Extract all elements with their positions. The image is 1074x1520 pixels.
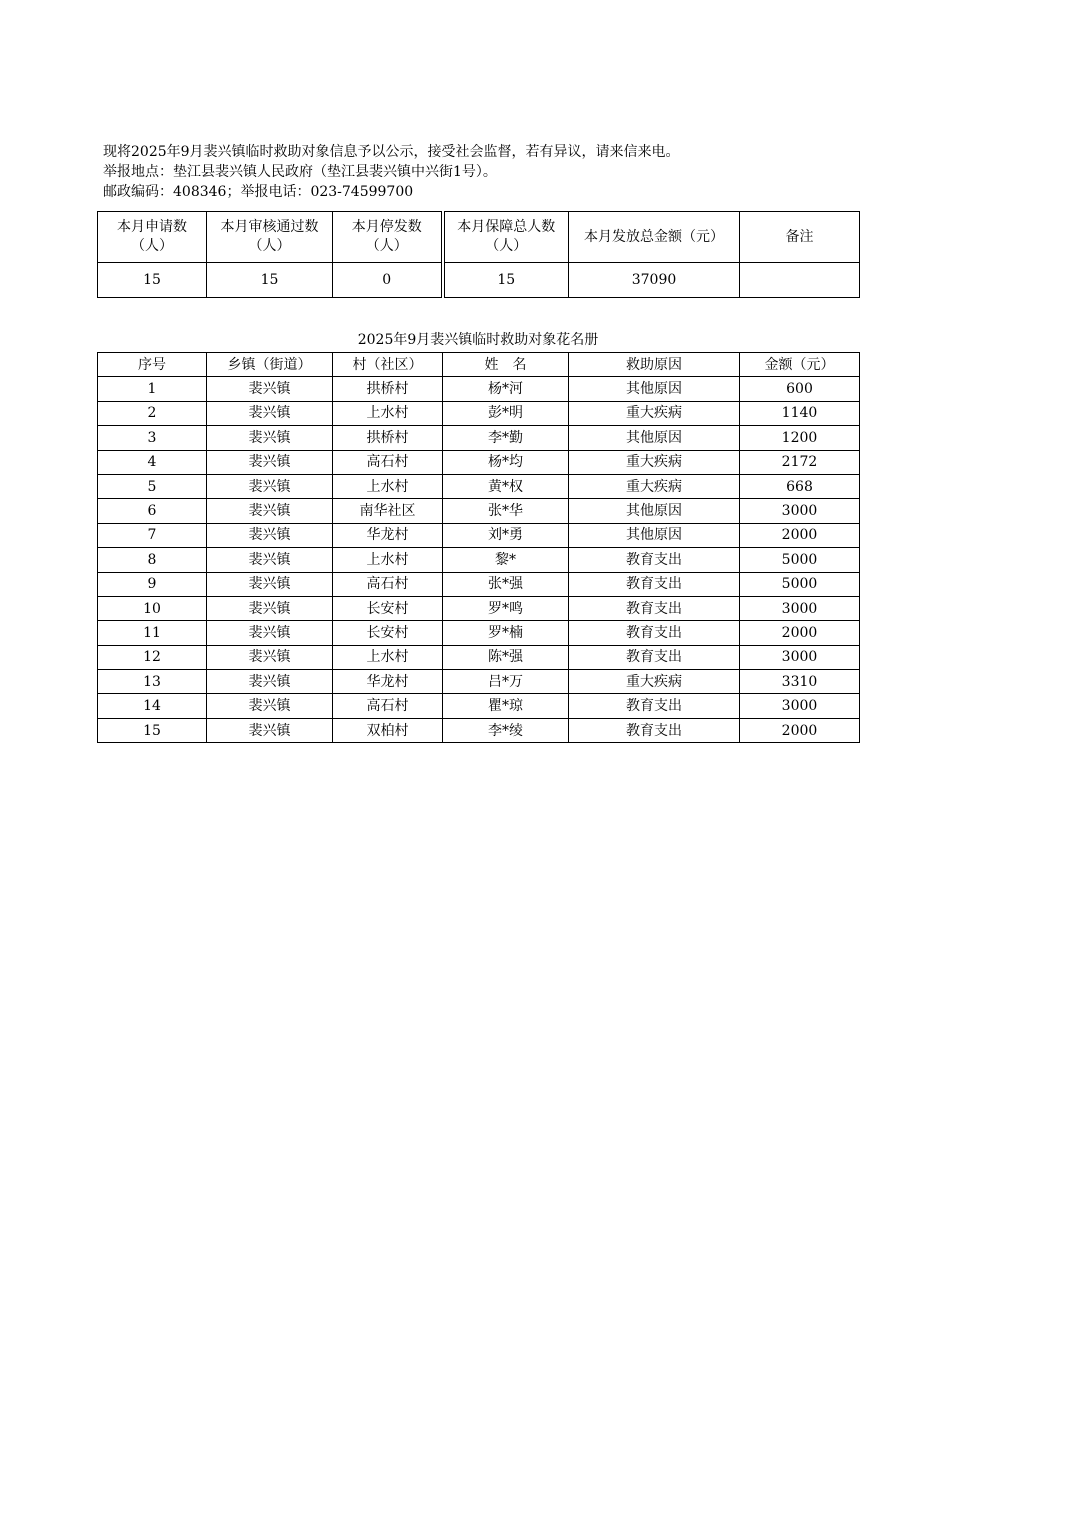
summary-value-cell: 15 (207, 263, 333, 298)
summary-table (97, 211, 860, 298)
table-cell: 裴兴镇 (207, 499, 333, 523)
table-cell: 裴兴镇 (207, 377, 333, 401)
roster-title: 2025年9月裴兴镇临时救助对象花名册 (357, 332, 599, 348)
summary-value-cell: 15 (98, 263, 207, 298)
table-cell: 裴兴镇 (207, 523, 333, 547)
table-cell: 李*勤 (443, 426, 569, 450)
table-cell: 拱桥村 (333, 377, 443, 401)
table-row (98, 718, 860, 742)
table-cell: 2 (98, 401, 207, 425)
table-row (98, 474, 860, 498)
notice-line-1: 现将2025年9月裴兴镇临时救助对象信息予以公示，接受社会监督，若有异议，请来信来电。 (103, 144, 680, 160)
summary-value-row (98, 263, 860, 298)
table-cell: 5000 (740, 548, 860, 572)
table-cell: 5 (98, 474, 207, 498)
table-cell: 7 (98, 523, 207, 547)
table-cell: 重大疾病 (569, 401, 740, 425)
table-row (98, 596, 860, 620)
table-cell: 3000 (740, 694, 860, 718)
table-cell: 1140 (740, 401, 860, 425)
table-cell: 1 (98, 377, 207, 401)
table-cell: 3000 (740, 645, 860, 669)
summary-header-cell: 本月停发数 （人） (333, 212, 443, 263)
table-cell: 教育支出 (569, 621, 740, 645)
table-cell: 12 (98, 645, 207, 669)
table-cell: 668 (740, 474, 860, 498)
table-cell: 2000 (740, 523, 860, 547)
table-cell: 15 (98, 718, 207, 742)
table-cell: 南华社区 (333, 499, 443, 523)
table-cell: 彭*明 (443, 401, 569, 425)
roster-body (98, 377, 860, 743)
table-cell: 杨*河 (443, 377, 569, 401)
table-cell: 3 (98, 426, 207, 450)
table-cell: 高石村 (333, 572, 443, 596)
roster-header-cell: 序号 (98, 353, 207, 377)
table-cell: 5000 (740, 572, 860, 596)
table-cell: 杨*均 (443, 450, 569, 474)
roster-header-row (98, 353, 860, 377)
table-cell: 教育支出 (569, 645, 740, 669)
table-cell: 黎* (443, 548, 569, 572)
table-cell: 裴兴镇 (207, 670, 333, 694)
table-row (98, 401, 860, 425)
table-cell: 高石村 (333, 694, 443, 718)
table-cell: 重大疾病 (569, 474, 740, 498)
table-cell: 14 (98, 694, 207, 718)
table-cell: 其他原因 (569, 499, 740, 523)
table-cell: 长安村 (333, 621, 443, 645)
table-row (98, 645, 860, 669)
summary-header-cell: 本月保障总人数 （人） (443, 212, 569, 263)
table-row (98, 426, 860, 450)
table-cell: 教育支出 (569, 596, 740, 620)
table-cell: 裴兴镇 (207, 426, 333, 450)
table-cell: 3310 (740, 670, 860, 694)
summary-value-cell: 37090 (569, 263, 740, 298)
table-row (98, 621, 860, 645)
table-cell: 罗*楠 (443, 621, 569, 645)
table-cell: 刘*勇 (443, 523, 569, 547)
table-row (98, 548, 860, 572)
table-cell: 2172 (740, 450, 860, 474)
table-cell: 裴兴镇 (207, 572, 333, 596)
table-cell: 罗*鸣 (443, 596, 569, 620)
table-cell: 13 (98, 670, 207, 694)
table-cell: 瞿*琼 (443, 694, 569, 718)
table-cell: 4 (98, 450, 207, 474)
table-cell: 教育支出 (569, 718, 740, 742)
table-row (98, 499, 860, 523)
table-cell: 10 (98, 596, 207, 620)
summary-value-cell: 0 (333, 263, 443, 298)
table-row (98, 523, 860, 547)
table-cell: 上水村 (333, 474, 443, 498)
table-cell: 拱桥村 (333, 426, 443, 450)
roster-header-cell: 救助原因 (569, 353, 740, 377)
table-cell: 上水村 (333, 401, 443, 425)
summary-header-row (98, 212, 860, 263)
roster-header-cell: 姓 名 (443, 353, 569, 377)
table-cell: 裴兴镇 (207, 694, 333, 718)
table-cell: 裴兴镇 (207, 718, 333, 742)
roster-header-cell: 金额（元） (740, 353, 860, 377)
roster-table (97, 352, 860, 743)
table-cell: 其他原因 (569, 523, 740, 547)
table-cell: 裴兴镇 (207, 645, 333, 669)
table-cell: 陈*强 (443, 645, 569, 669)
table-cell: 华龙村 (333, 523, 443, 547)
table-row (98, 694, 860, 718)
table-cell: 1200 (740, 426, 860, 450)
roster-header-cell: 乡镇（街道） (207, 353, 333, 377)
table-row (98, 670, 860, 694)
summary-header-cell: 本月审核通过数 （人） (207, 212, 333, 263)
table-cell: 600 (740, 377, 860, 401)
table-cell: 教育支出 (569, 572, 740, 596)
table-cell: 其他原因 (569, 377, 740, 401)
table-cell: 裴兴镇 (207, 621, 333, 645)
table-row (98, 450, 860, 474)
table-cell: 裴兴镇 (207, 474, 333, 498)
table-cell: 黄*权 (443, 474, 569, 498)
table-cell: 张*华 (443, 499, 569, 523)
table-cell: 双柏村 (333, 718, 443, 742)
table-row (98, 572, 860, 596)
notice-text (103, 142, 680, 202)
table-cell: 9 (98, 572, 207, 596)
table-cell: 6 (98, 499, 207, 523)
summary-header-cell: 本月发放总金额（元） (569, 212, 740, 263)
table-cell: 吕*万 (443, 670, 569, 694)
table-cell: 教育支出 (569, 694, 740, 718)
table-cell: 重大疾病 (569, 670, 740, 694)
table-cell: 上水村 (333, 548, 443, 572)
roster-header-cell: 村（社区） (333, 353, 443, 377)
notice-line-2: 举报地点：垫江县裴兴镇人民政府（垫江县裴兴镇中兴街1号）。 (103, 164, 497, 180)
table-cell: 裴兴镇 (207, 596, 333, 620)
table-row (98, 377, 860, 401)
table-cell: 裴兴镇 (207, 450, 333, 474)
table-cell: 华龙村 (333, 670, 443, 694)
table-cell: 2000 (740, 621, 860, 645)
table-cell: 3000 (740, 499, 860, 523)
table-cell: 2000 (740, 718, 860, 742)
table-cell: 张*强 (443, 572, 569, 596)
table-cell: 裴兴镇 (207, 548, 333, 572)
table-cell: 11 (98, 621, 207, 645)
summary-header-cell: 备注 (740, 212, 860, 263)
summary-value-cell: 15 (443, 263, 569, 298)
table-cell: 高石村 (333, 450, 443, 474)
table-cell: 长安村 (333, 596, 443, 620)
table-cell: 裴兴镇 (207, 401, 333, 425)
notice-line-3: 邮政编码：408346；举报电话：023-74599700 (103, 184, 414, 200)
summary-header-cell: 本月申请数 （人） (98, 212, 207, 263)
summary-value-cell (740, 263, 860, 298)
table-cell: 上水村 (333, 645, 443, 669)
table-cell: 李*绫 (443, 718, 569, 742)
table-cell: 其他原因 (569, 426, 740, 450)
table-cell: 8 (98, 548, 207, 572)
table-cell: 3000 (740, 596, 860, 620)
table-cell: 教育支出 (569, 548, 740, 572)
table-cell: 重大疾病 (569, 450, 740, 474)
